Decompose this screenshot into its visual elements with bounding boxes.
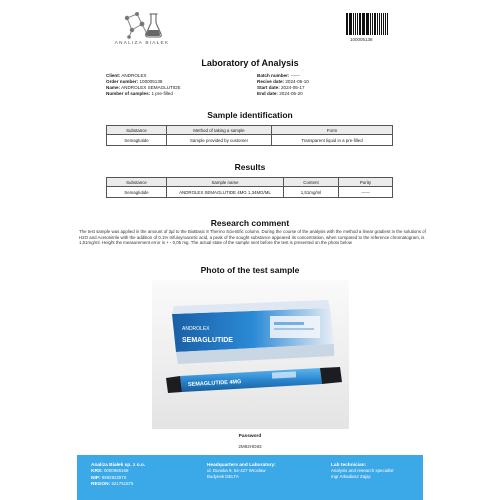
footer-headquarters	[207, 463, 276, 479]
footer-company-name: Analiza Białek sp. z o.o.	[91, 463, 146, 468]
section-title-sample: Sample identification	[207, 110, 293, 120]
page-title: Laboratory of Analysis	[201, 58, 299, 68]
footer-krs: KRS: 0000966168	[91, 468, 129, 475]
table-header: Form	[272, 126, 393, 135]
sample-photo	[152, 280, 349, 429]
info-row-recive: Recive date: 2024-05-10	[257, 79, 309, 85]
document-number: 100005138	[350, 37, 373, 42]
sample-table	[106, 125, 393, 146]
password-value: 2M92HD83	[238, 444, 262, 449]
table-header: Purity	[339, 178, 393, 187]
footer-hq-line2: Budynek DELTA	[207, 473, 239, 479]
box-brand-text: ANDROLEX	[182, 326, 210, 332]
table-cell: 1,51mg/ml	[284, 187, 339, 198]
info-row-client: Client: ANDROLEX	[106, 73, 147, 78]
footer-company	[91, 463, 145, 488]
barcode	[346, 13, 390, 35]
table-row	[107, 135, 393, 146]
company-logo	[97, 10, 187, 52]
footer-tech-line1: Analysis and research specialist	[331, 468, 394, 474]
table-header: Sample name	[167, 178, 284, 187]
table-cell: ------	[339, 187, 393, 198]
logo-text: ANALIZA BIAŁEK	[114, 41, 170, 46]
table-header: Method of taking a sample	[167, 126, 272, 135]
info-right	[257, 73, 309, 97]
table-cell: Transparent liquid in a pre-filled	[272, 135, 393, 146]
table-header: Content	[284, 178, 339, 187]
info-left	[106, 73, 181, 97]
research-comment-text: The test sample was applied in the amount of 3µl to the BioBasic 8 Thermo Scientific column. During the course of the analysis with the method a linear gradient in the solutions of H2O and Acetonitrile with the addition of 0.1% trifuloyroacetic acid, a peak of the sought substance appeared its concentration, when compared to the reference chromatogram, is 1,51mg/ml. Height the measurement error is + - 0,05 mg. The actual state of the sample sent before the test is presented on the photo below	[79, 229, 426, 246]
info-row-order: Order number: 100005138	[106, 79, 163, 85]
molecule-logo-icon	[119, 10, 165, 40]
footer-technician	[331, 463, 393, 479]
footer-regon: REGON: 521751875	[91, 481, 134, 488]
table-cell: Semaglutide	[107, 135, 167, 146]
info-row-start: Start date: 2024-05-17	[257, 85, 305, 91]
results-table	[106, 177, 393, 198]
table-row	[107, 187, 393, 198]
info-row-name: Name: ANDROLEX SEMAGLUTIDE	[106, 85, 181, 91]
footer-tech-title: Lab technician:	[331, 463, 367, 468]
product-box	[172, 300, 334, 364]
footer-hq-title: Headquarters and Laboratory:	[207, 463, 276, 468]
table-header: Substance	[107, 178, 167, 187]
table-header-row	[107, 178, 393, 187]
pen-label-text: SEMAGLUTIDE 4MG	[187, 379, 242, 388]
table-header-row	[107, 126, 393, 135]
section-title-results: Results	[234, 162, 266, 172]
footer	[77, 455, 423, 500]
section-title-comment: Research comment	[210, 218, 290, 228]
info-row-end: End date: 2024-05-20	[257, 91, 303, 97]
section-title-photo: Photo of the test sample	[200, 265, 300, 275]
table-cell: Sample provided by customer	[167, 135, 272, 146]
password-label: Password	[238, 434, 262, 439]
box-product-text: SEMAGLUTIDE	[182, 337, 233, 344]
footer-nip: NIP: 8992922970	[91, 474, 127, 481]
info-row-samples: Number of samples: 1 pre-filled	[106, 91, 173, 97]
table-header: Substance	[107, 126, 167, 135]
table-cell: ANDROLEX SEMAGLUTIDE 4MG 1,34MG/ML	[167, 187, 284, 198]
footer-hq-line1: ul. Dunska 9, 54-427 Wrocław	[207, 468, 266, 474]
info-row-batch: Batch number: ------	[257, 73, 300, 78]
footer-tech-line2: mgr Arkadiusz Zając	[331, 473, 371, 479]
table-cell: Semaglutide	[107, 187, 167, 198]
